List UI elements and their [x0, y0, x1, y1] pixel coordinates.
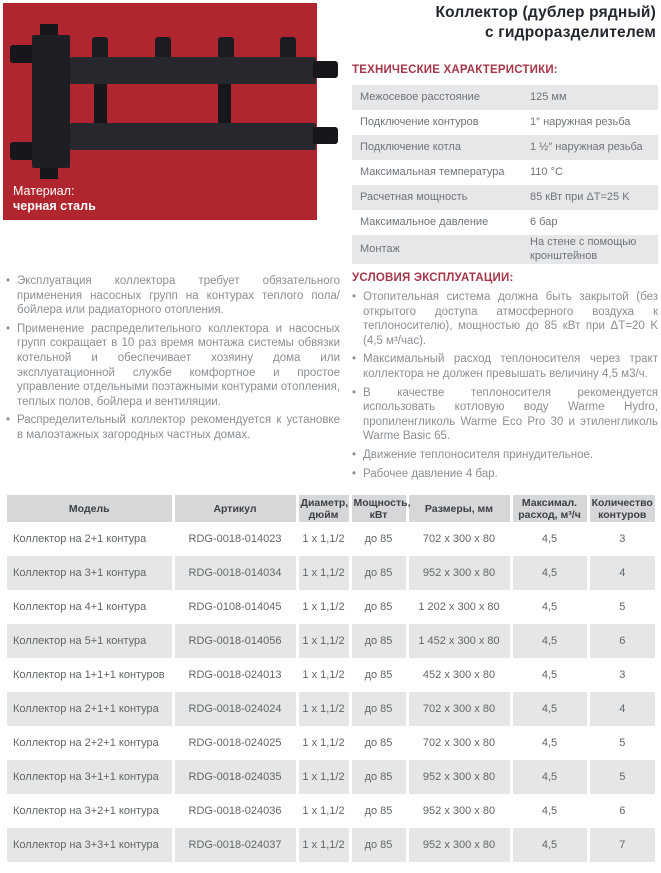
header-row	[7, 495, 655, 522]
bullet-marker-icon: •	[6, 322, 11, 335]
column-header: Количество контуров	[588, 495, 655, 522]
model-cell: Коллектор на 3+3+1 контура	[7, 828, 173, 862]
spec-value: 1″ наружная резьба	[530, 115, 631, 128]
value-cell: 4,5	[511, 522, 588, 556]
separator-bottom-stub	[40, 168, 58, 179]
model-cell: Коллектор на 5+1 контура	[7, 624, 173, 658]
value-cell: RDG-0018-024035	[173, 760, 297, 794]
model-cell: Коллектор на 3+1+1 контура	[7, 760, 173, 794]
value-cell: 4,5	[511, 760, 588, 794]
right-connection-bottom-icon	[313, 127, 338, 144]
value-cell: 6	[588, 794, 655, 828]
left-connection-top-icon	[10, 45, 32, 63]
column-header: Максимал. расход, м³/ч	[511, 495, 588, 522]
value-cell: 4,5	[511, 794, 588, 828]
value-cell: RDG-0018-024025	[173, 726, 297, 760]
table-row	[7, 590, 655, 624]
model-cell: Коллектор на 2+1 контура	[13, 533, 147, 545]
product-photo-card	[3, 3, 317, 220]
manifold-top-bar	[70, 57, 316, 84]
material-value: черная сталь	[13, 199, 96, 213]
table-row	[7, 624, 655, 658]
bullet-marker-icon: •	[6, 414, 11, 427]
value-cell: до 85	[350, 658, 407, 692]
models-table-header	[7, 495, 655, 522]
circuit-nozzle-icon	[280, 37, 296, 57]
bullet-marker-icon: •	[6, 275, 11, 287]
column-header: Модель	[7, 495, 173, 522]
table-row	[7, 556, 655, 590]
model-cell: Коллектор на 2+2+1 контура	[13, 737, 159, 749]
separator-body	[32, 35, 70, 168]
bullet-text: Движение теплоносителя принудительное.	[363, 448, 594, 461]
value-cell: до 85	[350, 692, 407, 726]
value-cell: 5	[588, 760, 655, 794]
operating-conditions-heading: УСЛОВИЯ ЭКСПЛУАТАЦИИ:	[352, 272, 514, 284]
left-notes-list	[6, 274, 340, 443]
bullet-text: Рабочее давление 4 бар.	[363, 467, 498, 480]
column-header: Мощность, кВт	[350, 495, 407, 522]
circuit-nozzle-icon	[155, 37, 171, 57]
table-row	[7, 794, 655, 828]
bullet-marker-icon: •	[352, 448, 357, 461]
value-cell: до 85	[350, 828, 407, 862]
spec-row	[352, 185, 658, 210]
bullet-text: Эксплуатация коллектора требует обязательного применения насосных групп на контурах теплого пола/бойлера или радиаторного отопления.	[17, 275, 340, 317]
value-cell: 5	[588, 590, 655, 624]
model-cell: Коллектор на 4+1 контура	[13, 601, 147, 613]
page-title-line2: с гидроразделителем	[484, 23, 656, 41]
left-connection-bottom-icon	[10, 142, 32, 160]
value-cell: 4,5	[511, 828, 588, 862]
value-cell: до 85	[350, 624, 407, 658]
value-cell: 4,5	[511, 658, 588, 692]
value-cell: 952 x 300 x 80	[407, 556, 511, 590]
value-cell: до 85	[350, 760, 407, 794]
bullet-item	[6, 322, 340, 410]
spec-row	[352, 110, 658, 135]
spec-value: 1 ½″ наружная резьба	[530, 140, 643, 153]
value-cell: 1 x 1,1/2	[297, 522, 350, 556]
table-row	[7, 726, 655, 760]
bullet-item	[352, 290, 658, 348]
model-cell: Коллектор на 3+1 контура	[7, 556, 173, 590]
value-cell: RDG-0018-024036	[173, 794, 297, 828]
bullet-item	[352, 352, 658, 381]
spec-value: 125 мм	[530, 90, 567, 103]
value-cell: 952 x 300 x 80	[407, 760, 511, 794]
value-cell: RDG-0018-024024	[173, 692, 297, 726]
value-cell: 7	[588, 828, 655, 862]
value-cell: RDG-0018-014034	[173, 556, 297, 590]
value-cell: 3	[588, 522, 655, 556]
value-cell: RDG-0018-014056	[173, 624, 297, 658]
table-row	[7, 692, 655, 726]
spec-table	[352, 85, 658, 264]
value-cell: 702 x 300 x 80	[407, 692, 511, 726]
value-cell: 6	[588, 624, 655, 658]
spec-label: Расчетная мощность	[360, 191, 468, 203]
spec-row	[352, 85, 658, 110]
spec-value: 6 бар	[530, 215, 558, 228]
value-cell: 1 x 1,1/2	[297, 658, 350, 692]
value-cell: 1 x 1,1/2	[297, 692, 350, 726]
bullet-text: Отопительная система должна быть закрытой (без открытого доступа атмосферного воздуха к теплоносителю), мощностью до 85 кВт при ΔT=20 K (4,5 м³/час).	[363, 291, 658, 347]
value-cell: 4	[588, 692, 655, 726]
tech-specs-section	[352, 64, 658, 264]
material-note	[13, 184, 96, 214]
value-cell: 1 x 1,1/2	[297, 794, 350, 828]
value-cell: RDG-0018-024037	[173, 828, 297, 862]
value-cell: 1 452 x 300 x 80	[407, 624, 511, 658]
bullet-marker-icon: •	[352, 353, 357, 366]
bullet-text: Максимальный расход теплоносителя через тракт коллектора не должен превышать величину 4,5 м3/ч.	[363, 353, 658, 380]
operating-conditions-section	[352, 272, 658, 485]
model-cell: Коллектор на 3+2+1 контура	[13, 805, 159, 817]
value-cell: 1 202 x 300 x 80	[407, 590, 511, 624]
value-cell: 4,5	[511, 624, 588, 658]
value-cell: 5	[588, 726, 655, 760]
table-row	[7, 760, 655, 794]
value-cell: 952 x 300 x 80	[407, 794, 511, 828]
circuit-nozzle-icon	[218, 37, 234, 57]
spec-row	[352, 135, 658, 160]
spec-row	[352, 235, 658, 264]
bullet-text: В качестве теплоносителя рекомендуется использовать котловую воду Warme Hydro, пропиленгликоль Warme Eco Pro 30 и этиленгликоль Warme Basic 65.	[363, 386, 658, 443]
model-cell: Коллектор на 1+1+1 контуров	[13, 669, 165, 681]
value-cell: до 85	[350, 794, 407, 828]
spec-row	[352, 210, 658, 235]
table-row	[7, 522, 655, 556]
bullet-item	[352, 386, 658, 444]
conditions-list	[352, 290, 658, 481]
inter-bar-stub-icon	[218, 84, 231, 123]
value-cell: до 85	[350, 590, 407, 624]
spec-label: Монтаж	[360, 243, 400, 255]
table-row	[7, 828, 655, 862]
value-cell: RDG-0018-024013	[173, 658, 297, 692]
value-cell: 4,5	[511, 726, 588, 760]
tech-specs-heading: ТЕХНИЧЕСКИЕ ХАРАКТЕРИСТИКИ:	[352, 64, 558, 76]
value-cell: 1 x 1,1/2	[297, 726, 350, 760]
column-header: Диаметр, дюйм	[297, 495, 350, 522]
bullet-item	[6, 413, 340, 442]
column-header: Размеры, мм	[407, 495, 511, 522]
value-cell: 702 x 300 x 80	[407, 522, 511, 556]
spec-label: Максимальное давление	[360, 216, 489, 228]
material-label: Материал:	[13, 184, 75, 198]
bullet-item	[352, 467, 658, 482]
manifold-bottom-bar	[70, 123, 316, 150]
bullet-marker-icon: •	[352, 467, 357, 480]
spec-value: На стене с помощью кронштейнов	[530, 236, 637, 262]
page-title	[435, 3, 656, 42]
column-header: Артикул	[173, 495, 297, 522]
value-cell: 1 x 1,1/2	[297, 590, 350, 624]
spec-label: Межосевое расстояние	[360, 91, 480, 103]
spec-label: Подключение контуров	[360, 116, 479, 128]
value-cell: 1 x 1,1/2	[297, 624, 350, 658]
circuit-nozzle-icon	[92, 37, 108, 57]
spec-label: Подключение котла	[360, 141, 461, 153]
usage-notes	[6, 274, 340, 447]
value-cell: 4,5	[511, 590, 588, 624]
value-cell: 4,5	[511, 556, 588, 590]
bullet-item	[6, 274, 340, 318]
value-cell: до 85	[350, 556, 407, 590]
value-cell: 452 x 300 x 80	[407, 658, 511, 692]
bullet-text: Распределительный коллектор рекомендуется к установке в малоэтажных загородных частных домах.	[17, 414, 340, 441]
right-connection-top-icon	[313, 61, 338, 78]
spec-value: 110 °C	[530, 165, 563, 178]
value-cell: RDG-0018-014023	[173, 522, 297, 556]
value-cell: до 85	[350, 522, 407, 556]
value-cell: 3	[588, 658, 655, 692]
value-cell: 1 x 1,1/2	[297, 760, 350, 794]
spec-row	[352, 160, 658, 185]
inter-bar-stub-icon	[94, 84, 107, 123]
spec-value: 85 кВт при ΔT=25 K	[530, 190, 630, 203]
bullet-marker-icon: •	[352, 291, 357, 303]
value-cell: 1 x 1,1/2	[297, 556, 350, 590]
separator-top-stub	[40, 24, 58, 35]
value-cell: 4,5	[511, 692, 588, 726]
value-cell: 952 x 300 x 80	[407, 828, 511, 862]
value-cell: RDG-0108-014045	[173, 590, 297, 624]
models-table-body	[7, 522, 655, 862]
value-cell: 1 x 1,1/2	[297, 828, 350, 862]
bullet-marker-icon: •	[352, 386, 357, 399]
page-title-line1: Коллектор (дублер рядный)	[435, 4, 656, 21]
bullet-item	[352, 448, 658, 463]
bullet-text: Применение распределительного коллектора и насосных групп сокращает в 10 раз время монтажа системы обвязки котельной и обеспечивает хозяину дома или эксплуатационной службе комфортное и простое управление отдельными поэтажными контурами отопления, теплых полов, бойлера и вентиляции.	[17, 322, 340, 408]
models-table	[7, 495, 655, 862]
model-cell: Коллектор на 2+1+1 контура	[7, 692, 173, 726]
value-cell: до 85	[350, 726, 407, 760]
value-cell: 702 x 300 x 80	[407, 726, 511, 760]
spec-label: Максимальная температура	[360, 166, 505, 178]
value-cell: 4	[588, 556, 655, 590]
table-row	[7, 658, 655, 692]
